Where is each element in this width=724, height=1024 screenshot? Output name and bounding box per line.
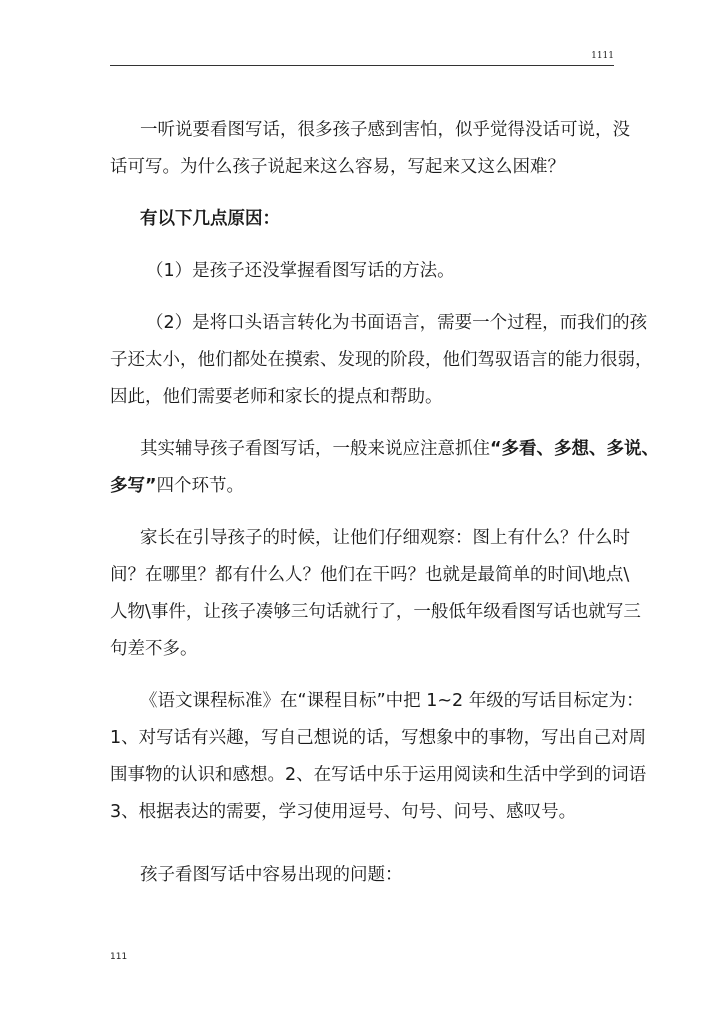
text-line: 人物\事件，让孩子凑够三句话就行了，一般低年级看图写话也就写三 bbox=[110, 602, 641, 622]
footer-page-number: 111 bbox=[110, 952, 128, 962]
text-line: 因此，他们需要老师和家长的提点和帮助。 bbox=[110, 387, 443, 407]
text-line: 间？在哪里？都有什么人？他们在干吗？也就是最简单的时间\地点\ bbox=[110, 565, 630, 585]
text-line: 围事物的认识和感想。2、在写话中乐于运用阅读和生活中学到的词语 bbox=[110, 765, 647, 785]
text-line: （2）是将口头语言转化为书面语言，需要一个过程，而我们的孩 bbox=[146, 313, 648, 333]
text-line: 一听说要看图写话，很多孩子感到害怕，似乎觉得没话可说，没 bbox=[140, 120, 630, 140]
text-line: 子还太小，他们都处在摸索、发现的阶段，他们驾驭语言的能力很弱， bbox=[110, 350, 653, 370]
header-page-number: 1111 bbox=[591, 51, 614, 61]
paragraph-parents-guide bbox=[110, 520, 641, 668]
text-line: 《语文课程标准》在“课程目标”中把 1~2 年级的写话目标定为： bbox=[140, 691, 644, 711]
paragraph-problems bbox=[110, 857, 620, 894]
text-line: 1、对写话有兴趣，写自己想说的话，写想象中的事物，写出自己对周 bbox=[110, 728, 647, 748]
paragraph-reason-1 bbox=[110, 253, 620, 290]
bold-segment: “多看、多想、多说、 bbox=[490, 439, 660, 459]
paragraph-four-steps bbox=[110, 431, 660, 505]
text-line: 家长在引导孩子的时候，让他们仔细观察：图上有什么？什么时 bbox=[140, 528, 630, 548]
paragraph-curriculum-standard bbox=[110, 683, 647, 831]
heading-text: 有以下几点原因： bbox=[140, 209, 280, 229]
text-line: （1）是孩子还没掌握看图写话的方法。 bbox=[146, 261, 455, 281]
text-segment: 其实辅导孩子看图写话，一般来说应注意抓住 bbox=[140, 439, 490, 459]
text-line: 句差不多。 bbox=[110, 639, 198, 659]
document-body bbox=[110, 112, 660, 909]
section-heading bbox=[110, 201, 620, 238]
text-line: 话可写。为什么孩子说起来这么容易，写起来又这么困难？ bbox=[110, 157, 565, 177]
paragraph-intro bbox=[110, 112, 630, 186]
paragraph-reason-2 bbox=[110, 305, 653, 416]
text-line: 孩子看图写话中容易出现的问题： bbox=[140, 865, 403, 885]
text-line: 3、根据表达的需要，学习使用逗号、句号、问号、感叹号。 bbox=[110, 802, 577, 822]
text-segment: 四个环节。 bbox=[156, 476, 245, 496]
header-divider bbox=[110, 65, 614, 66]
bold-segment: 多写” bbox=[110, 476, 157, 496]
